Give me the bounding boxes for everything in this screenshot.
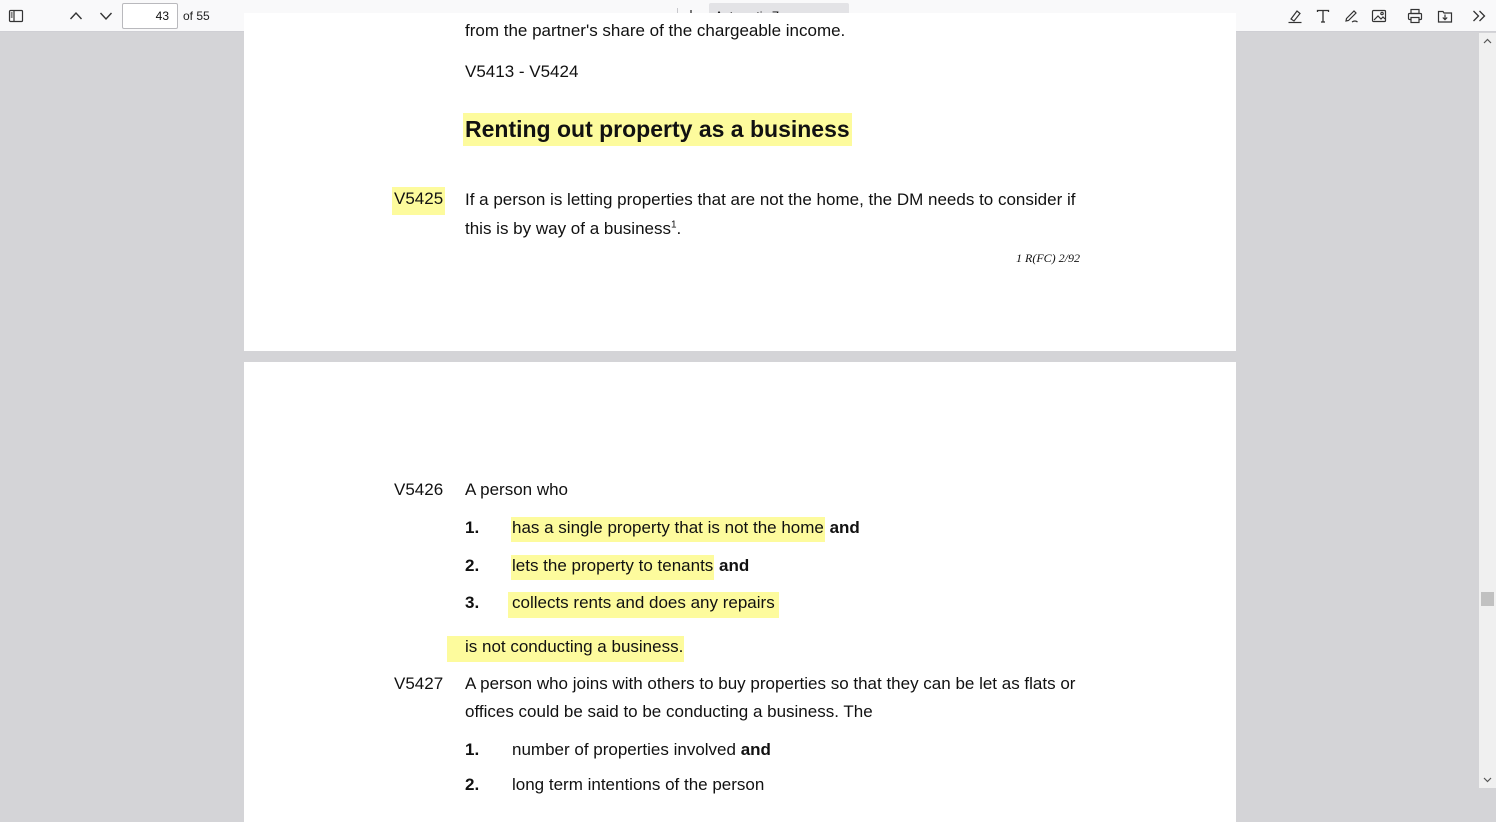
pdf-page [244,13,1236,351]
page-number-input[interactable] [122,3,178,29]
list-item: collects rents and does any repairs [508,593,779,613]
next-page-icon[interactable] [94,4,118,28]
save-icon[interactable] [1433,4,1457,28]
cut-off-line: from the partner's share of the chargeable income. [465,21,846,40]
list-item: lets the property to tenants and [511,556,749,576]
list-item: number of properties involved and [512,740,771,759]
sidebar-toggle-icon[interactable] [4,4,28,28]
draw-icon[interactable] [1339,4,1363,28]
paragraph-text: A person who joins with others to buy properties so that they can be let as flats or [465,674,1076,693]
footnote-reference: 1 R(FC) 2/92 [1016,251,1080,265]
highlight-icon[interactable] [1283,4,1307,28]
list-item: has a single property that is not the home and [511,518,860,538]
pdf-page [244,362,1236,822]
paragraph-text: offices could be said to be conducting a business. The [465,702,873,721]
footnote-mark: 1 [670,219,677,231]
paragraph-id: V5426 [394,480,444,499]
tools-icon[interactable] [1467,4,1491,28]
document-viewer[interactable] [0,21,1479,794]
list-number: 2. [465,775,480,794]
list-number: 1. [465,518,480,537]
page-count-label: of 55 [183,9,210,23]
paragraph-id: V5425 [392,187,445,215]
list-number: 2. [465,556,480,575]
image-icon[interactable] [1367,4,1391,28]
scrollbar-thumb[interactable] [1481,592,1494,606]
list-number: 3. [465,593,480,612]
paragraph-text: If a person is letting properties that are not the home, the DM needs to consider if [465,190,1076,209]
paragraph-range: V5413 - V5424 [465,62,579,81]
paragraph-conclusion: is not conducting a business. [447,636,684,662]
scroll-down-icon[interactable] [1482,774,1493,785]
print-icon[interactable] [1403,4,1427,28]
paragraph-id: V5427 [394,674,444,693]
paragraph-text: this is by way of a business$^1$. [465,219,682,238]
previous-page-icon[interactable] [64,4,88,28]
section-heading: Renting out property as a business [463,113,852,146]
list-item: long term intentions of the person [512,775,765,794]
text-icon[interactable] [1311,4,1335,28]
vertical-scrollbar[interactable] [1479,33,1496,788]
list-number: 1. [465,740,480,759]
paragraph-text: A person who [465,480,569,499]
scroll-up-icon[interactable] [1482,36,1493,47]
